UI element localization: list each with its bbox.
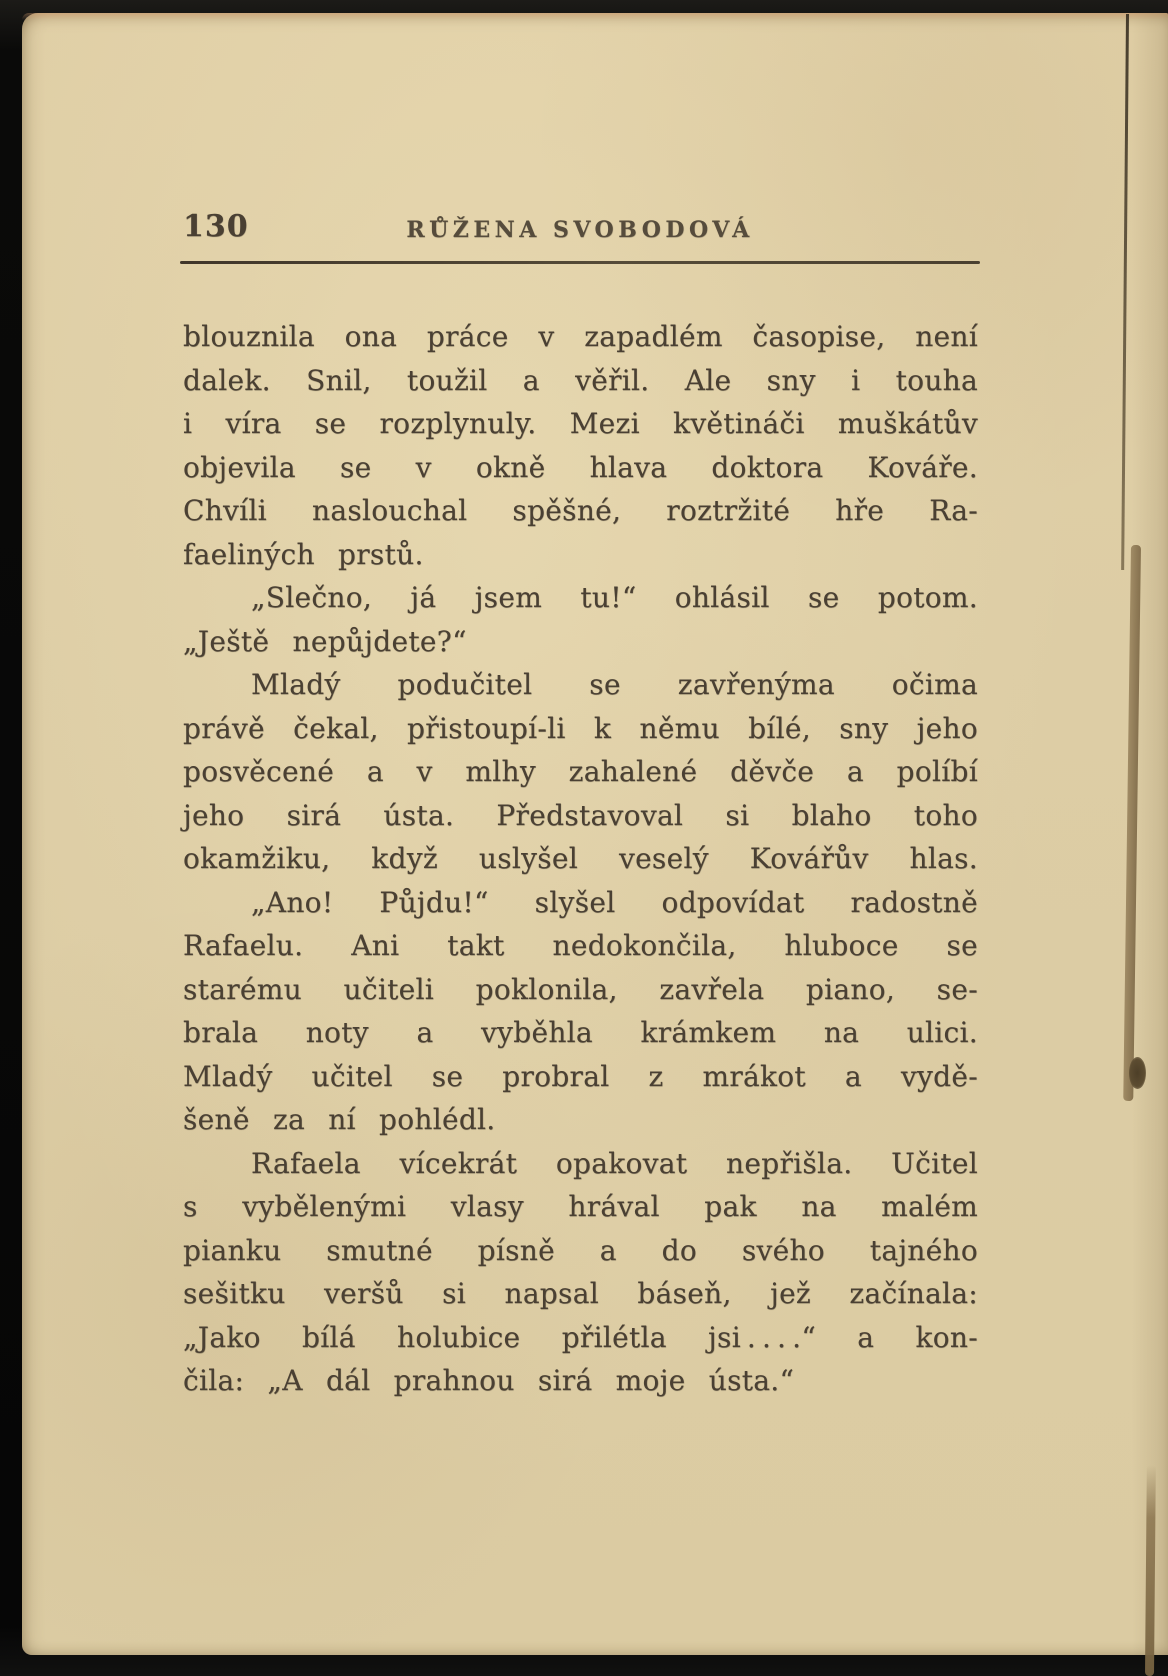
text-line: okamžiku, když uslyšel veselý Kovářův hlas. (183, 842, 978, 875)
page-crease-blot (1129, 1057, 1146, 1089)
text-line: „Slečno, já jsem tu!“ ohlásil se potom. (251, 581, 978, 614)
text-line: blouznila ona práce v zapadlém časopise, není (183, 320, 978, 353)
text-line: objevila se v okně hlava doktora Kováře. (183, 450, 978, 484)
text-line: jeho sirá ústa. Představoval si blaho toho (183, 798, 978, 832)
page-crease-middle (1123, 545, 1141, 1101)
text-line: i víra se rozplynuly. Mezi květináči muškátův (183, 407, 978, 440)
text-line: dalek. Snil, toužil a věřil. Ale sny i touha (183, 363, 978, 397)
running-title: RŮŽENA SVOBODOVÁ (406, 217, 754, 243)
page-crease-lower (1145, 1465, 1156, 1676)
text-line: faeliných prstů. (183, 537, 424, 571)
header-rule (180, 261, 980, 264)
text-line: starému učiteli poklonila, zavřela piano, se- (183, 972, 978, 1006)
text-line: s vybělenými vlasy hrával pak na malém (183, 1190, 978, 1223)
text-line: čila: „A dál prahnou sirá moje ústa.“ (183, 1364, 795, 1397)
running-header (180, 217, 980, 243)
text-line: „Jako bílá holubice přilétla jsi . . . .“ a kon- (183, 1320, 978, 1354)
text-line: Rafaela vícekrát opakovat nepřišla. Učitel (251, 1146, 978, 1180)
text-line: Rafaelu. Ani takt nedokončila, hluboce se (183, 929, 978, 962)
page-text (183, 315, 978, 1403)
text-line: Mladý učitel se probral z mrákot a vydě- (183, 1059, 978, 1093)
text-line: právě čekal, přistoupí-li k němu bílé, sny jeho (183, 711, 978, 745)
text-line: pianku smutné písně a do svého tajného (183, 1233, 978, 1267)
text-line: Mladý podučitel se zavřenýma očima (251, 668, 978, 701)
text-line: „Ještě nepůjdete?“ (183, 624, 467, 658)
text-line: sešitku veršů si napsal báseň, jež začínala: (183, 1277, 978, 1310)
text-line: posvěcené a v mlhy zahalené děvče a políbí (183, 755, 978, 788)
text-line: Chvíli naslouchal spěšné, roztržité hře Ra- (183, 494, 978, 527)
text-line: brala noty a vyběhla krámkem na ulici. (183, 1016, 978, 1049)
page-number: 130 (183, 209, 249, 244)
text-line: „Ano! Půjdu!“ slyšel odpovídat radostně (251, 885, 978, 919)
book-page (22, 13, 1168, 1655)
text-line: šeně za ní pohlédl. (183, 1103, 496, 1136)
page-crease-upper (1121, 14, 1129, 570)
